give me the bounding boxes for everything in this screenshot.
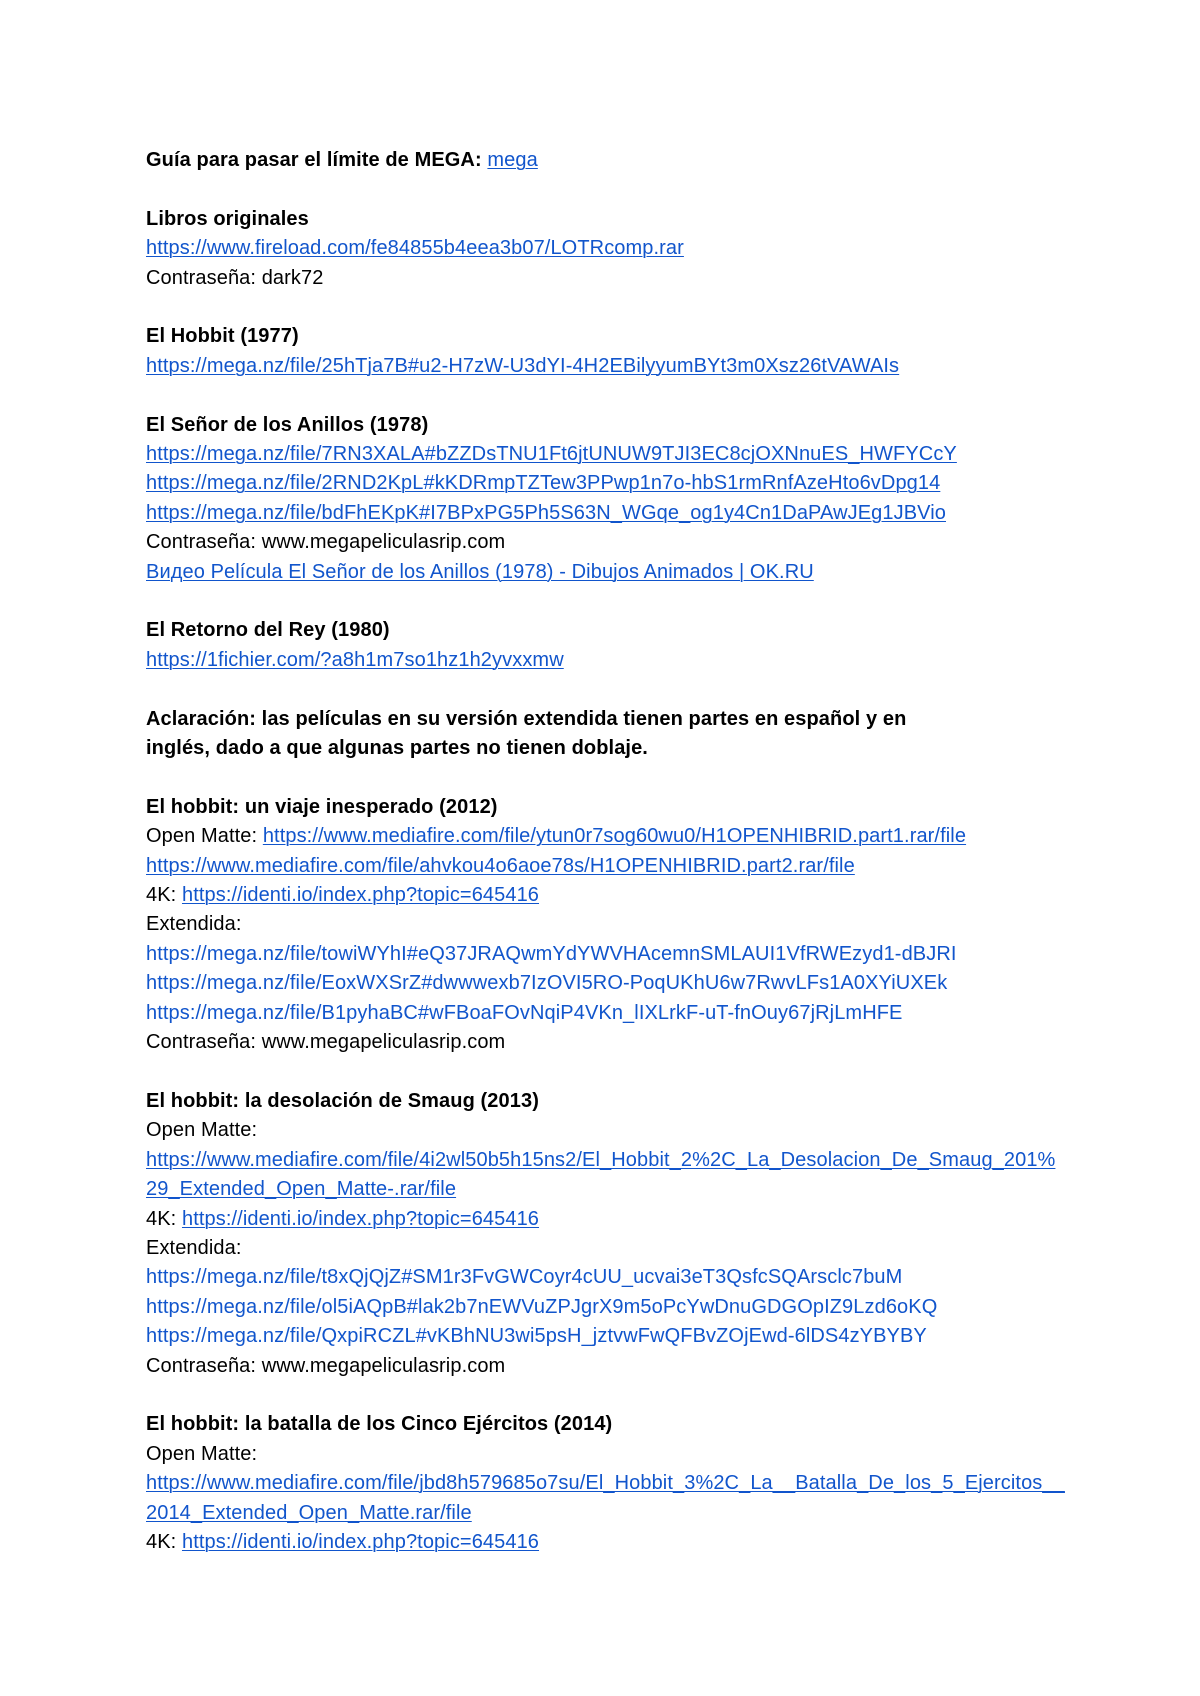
hobbit-2012-password: Contraseña: www.megapeliculasrip.com <box>146 1031 506 1054</box>
hobbit-2014-4k-link[interactable]: https://identi.io/index.php?topic=645416 <box>181 1530 540 1553</box>
retorno-1980-link[interactable]: https://1fichier.com/?a8h1m7so1hz1h2yvxxmw <box>146 648 564 671</box>
hobbit-2013-4k-link[interactable]: https://identi.io/index.php?topic=645416 <box>181 1207 540 1230</box>
hobbit-2012-extendida-link-3[interactable]: https://mega.nz/file/B1pyhaBC#wFBoaFOvNqiP4VKn_lIXLrkF-uT-fnOuy67jRjLmHFE <box>146 1001 903 1024</box>
hobbit-2013-extendida-link-1[interactable]: https://mega.nz/file/t8xQjQjZ#SM1r3FvGWCoyr4cUU_ucvai3eT3QsfcSQArsclc7buM <box>146 1266 903 1289</box>
section-heading-retorno-1980: El Retorno del Rey (1980) <box>146 619 390 642</box>
spacer <box>146 587 1066 616</box>
hobbit-2012-4k-link[interactable]: https://identi.io/index.php?topic=645416 <box>181 884 540 907</box>
hobbit-2014-4k-label: 4K: <box>146 1530 182 1553</box>
aclaracion-line-2: inglés, dado a que algunas partes no tienen doblaje. <box>146 737 648 760</box>
hobbit-2014-open-matte-label: Open Matte: <box>146 1442 258 1465</box>
hobbit-2012-open-matte-link-2[interactable]: https://www.mediafire.com/file/ahvkou4o6aoe78s/H1OPENHIBRID.part2.rar/file <box>146 854 855 877</box>
senor-1978-okru-link[interactable]: Видео Película El Señor de los Anillos (1978) - Dibujos Animados | OK.RU <box>146 560 814 583</box>
hobbit-2012-extendida-link-2[interactable]: https://mega.nz/file/EoxWXSrZ#dwwwexb7IzOVI5RO-PoqUKhU6w7RwvLFs1A0XYiUXEk <box>146 972 948 995</box>
senor-1978-link-1[interactable]: https://mega.nz/file/7RN3XALA#bZZDsTNU1Ft6jtUNUW9TJI3EC8cjOXNnuES_HWFYCcY <box>146 443 957 466</box>
hobbit-2013-extendida-label: Extendida: <box>146 1236 242 1259</box>
spacer <box>146 293 1066 322</box>
guide-line <box>146 146 1066 175</box>
senor-1978-link-3[interactable]: https://mega.nz/file/bdFhEKpK#I7BPxPG5Ph5S63N_WGqe_og1y4Cn1DaPAwJEg1JBVio <box>146 501 946 524</box>
hobbit-2013-4k-label: 4K: <box>146 1207 182 1230</box>
spacer <box>146 175 1066 204</box>
section-heading-senor-1978: El Señor de los Anillos (1978) <box>146 413 429 436</box>
guide-title: Guía para pasar el límite de MEGA: <box>146 149 482 171</box>
hobbit-2012-extendida-link-1[interactable]: https://mega.nz/file/towiWYhI#eQ37JRAQwmYdYWVHAcemnSMLAUI1VfRWEzyd1-dBJRI <box>146 942 957 965</box>
senor-1978-link-2[interactable]: https://mega.nz/file/2RND2KpL#kKDRmpTZTew3PPwp1n7o-hbS1rmRnfAzeHto6vDpg14 <box>146 472 941 495</box>
senor-1978-password: Contraseña: www.megapeliculasrip.com <box>146 531 506 554</box>
hobbit-2012-4k-label: 4K: <box>146 884 182 907</box>
hobbit-2012-open-matte-label: Open Matte: <box>146 825 263 848</box>
hobbit-2014-open-matte-link[interactable]: https://www.mediafire.com/file/jbd8h579685o7su/El_Hobbit_3%2C_La__Batalla_De_los_5_Ejercitos__2014_Extended_Open_Matte.rar/file <box>146 1472 1065 1524</box>
aclaracion-line-1: Aclaración: las películas en su versión extendida tienen partes en español y en <box>146 707 907 730</box>
libros-link[interactable]: https://www.fireload.com/fe84855b4eea3b07/LOTRcomp.rar <box>146 237 684 260</box>
mega-guide-link[interactable]: mega <box>487 149 538 171</box>
libros-password: Contraseña: dark72 <box>146 266 324 289</box>
document-body <box>146 146 1066 1557</box>
section-heading-hobbit-2014: El hobbit: la batalla de los Cinco Ejércitos (2014) <box>146 1413 613 1436</box>
hobbit-1977-link[interactable]: https://mega.nz/file/25hTja7B#u2-H7zW-U3dYI-4H2EBilyyumBYt3m0Xsz26tVAWAIs <box>146 354 900 377</box>
section-heading-hobbit-1977: El Hobbit (1977) <box>146 325 299 348</box>
spacer <box>146 381 1066 410</box>
section-heading-hobbit-2012: El hobbit: un viaje inesperado (2012) <box>146 795 498 818</box>
spacer <box>146 675 1066 704</box>
hobbit-2012-extendida-label: Extendida: <box>146 913 242 936</box>
hobbit-2012-open-matte-link-1[interactable]: https://www.mediafire.com/file/ytun0r7sog60wu0/H1OPENHIBRID.part1.rar/file <box>262 825 967 848</box>
section-heading-libros: Libros originales <box>146 207 309 230</box>
section-heading-hobbit-2013: El hobbit: la desolación de Smaug (2013) <box>146 1089 539 1112</box>
hobbit-2013-open-matte-link[interactable]: https://www.mediafire.com/file/4i2wl50b5h15ns2/El_Hobbit_2%2C_La_Desolacion_De_Smaug_201%29_Extended_Open_Matte-.rar/file <box>146 1148 1056 1201</box>
spacer <box>146 1381 1066 1410</box>
hobbit-2013-extendida-link-2[interactable]: https://mega.nz/file/ol5iAQpB#lak2b7nEWVuZPJgrX9m5oPcYwDnuGDGOpIZ9Lzd6oKQ <box>146 1295 938 1318</box>
spacer <box>146 763 1066 792</box>
hobbit-2013-open-matte-label: Open Matte: <box>146 1119 258 1142</box>
spacer <box>146 1058 1066 1087</box>
hobbit-2013-extendida-link-3[interactable]: https://mega.nz/file/QxpiRCZL#vKBhNU3wi5psH_jztvwFwQFBvZOjEwd-6lDS4zYBYBY <box>146 1325 927 1348</box>
hobbit-2013-password: Contraseña: www.megapeliculasrip.com <box>146 1354 506 1377</box>
